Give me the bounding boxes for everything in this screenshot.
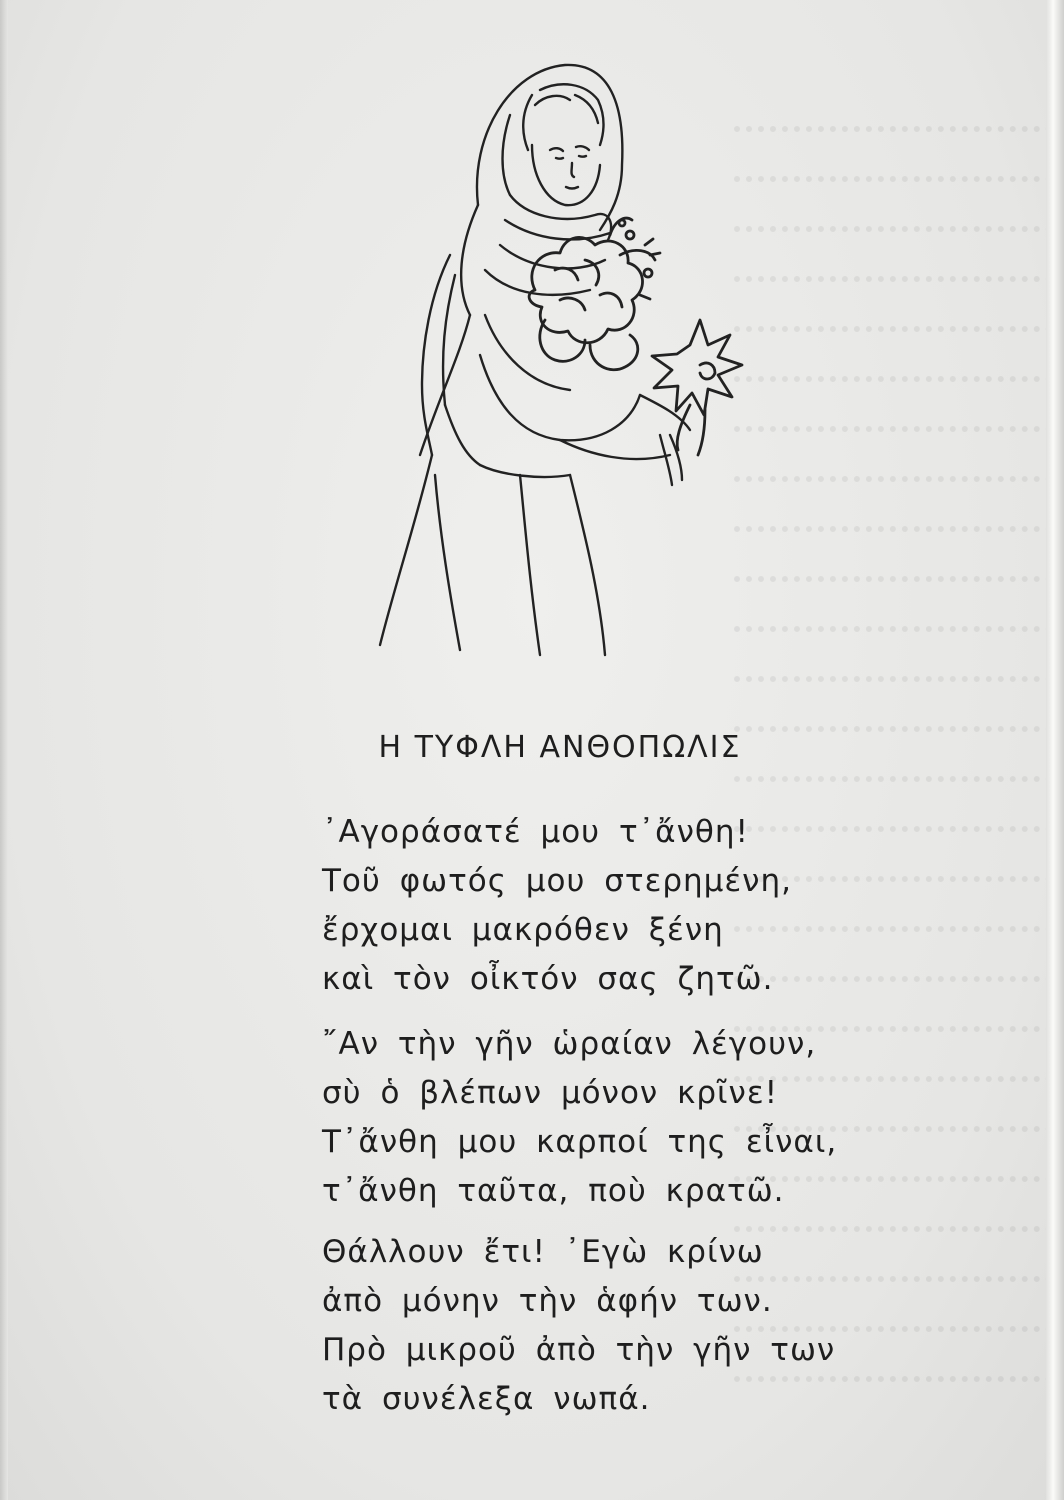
poem-line: Πρὸ μικροῦ ἀπὸ τὴν γῆν των [322, 1332, 836, 1368]
poem-stanza-1 [322, 808, 842, 1004]
poem-line: καὶ τὸν οἶκτόν σας ζητῶ. [322, 961, 774, 997]
poem-line: Θάλλουν ἔτι! ᾿Εγὼ κρίνω [322, 1234, 764, 1270]
poem-line: Τ᾿ἄνθη μου καρποί της εἶναι, [322, 1124, 838, 1160]
page-edge [1046, 0, 1064, 1500]
poem-line: ῎Αν τὴν γῆν ὡραίαν λέγουν, [322, 1026, 817, 1062]
poem-stanza-3 [322, 1228, 842, 1424]
poem-line: τὰ συνέλεξα νωπά. [322, 1381, 651, 1417]
poem-line: ᾿Αγοράσατέ μου τ᾿ἄνθη! [322, 814, 749, 850]
flower-seller-girl-icon [360, 55, 780, 665]
poem-line: ἔρχομαι μακρόθεν ξένη [322, 912, 724, 948]
poem-stanza-2 [322, 1020, 842, 1216]
poem-line: τ᾿ἄνθη ταῦτα, ποὺ κρατῶ. [322, 1173, 785, 1209]
poem-line: Τοῦ φωτός μου στερημένη, [322, 863, 792, 899]
poem-title: Η ΤΥΦΛΗ ΑΝΘΟΠΩΛΙΣ [378, 730, 742, 765]
poem-line: ἀπὸ μόνην τὴν ἁφήν των. [322, 1283, 773, 1319]
poem-line: σὺ ὁ βλέπων μόνον κρῖνε! [322, 1075, 779, 1111]
page-gutter-shadow [0, 0, 8, 1500]
